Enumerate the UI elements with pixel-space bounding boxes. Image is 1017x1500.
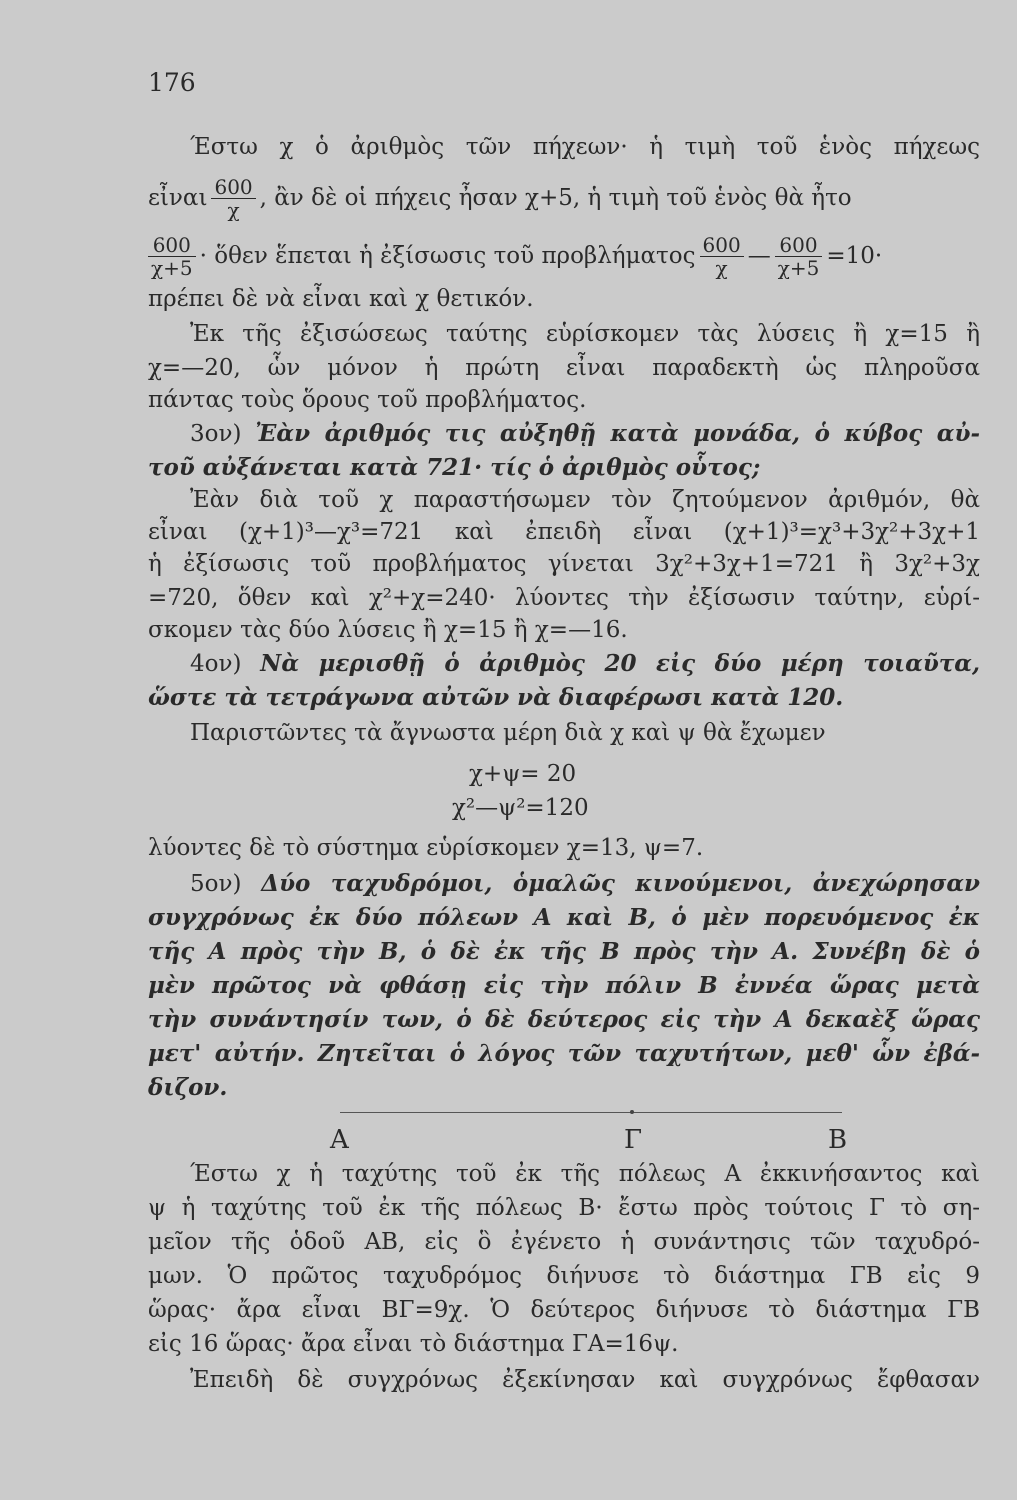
fraction-numerator: 600 [775,234,823,257]
point-label-a: Α [330,1125,349,1155]
text-line: χ=—20, ὧν μόνον ἡ πρώτη εἶναι παραδεκτὴ ὡς πληροῦσα [148,355,980,381]
text-line: εἰς 16 ὥρας· ἄρα εἶναι τὸ διάστημα ΓΑ=16ψ. [148,1331,679,1357]
equation: χ+ψ= 20 [469,761,577,787]
text-line: λύοντες δὲ τὸ σύστημα εὑρίσκομεν χ=13, ψ=7. [148,835,704,861]
problem-number: 3ον) [190,421,242,447]
point-label-b: Β [828,1125,848,1155]
fraction-denominator: χ+5 [777,255,820,280]
text-line-with-fraction [148,170,980,226]
text-fragment: =10· [826,243,883,269]
problem-statement: ὥστε τὰ τετράγωνα αὐτῶν νὰ διαφέρωσι κατὰ 120. [148,684,844,711]
text-line: εἶναι (χ+1)³—χ³=721 καὶ ἐπειδὴ εἶναι (χ+1)³=χ³+3χ²+3χ+1 [148,519,980,545]
text-line: μων. Ὁ πρῶτος ταχυδρόμος διήνυσε τὸ διάστημα ΓΒ εἰς 9 [148,1263,980,1289]
fraction [148,234,196,279]
problem-statement: τὴν συνάντησίν των, ὁ δὲ δεύτερος εἰς τὴν Α δεκαὲξ ὥρας [148,1006,980,1033]
problem-statement: μετ' αὐτήν. Ζητεῖται ὁ λόγος τῶν ταχυτήτων, μεθ' ὧν ἐβά- [148,1040,980,1067]
problem-heading [190,420,980,448]
problem-number: 4ον) [190,651,242,677]
text-line: Ἐκ τῆς ἐξισώσεως ταύτης εὑρίσκομεν τὰς λύσεις ἢ χ=15 ἢ [190,321,980,347]
problem-statement: Νὰ μερισθῇ ὁ ἀριθμὸς 20 εἰς δύο μέρη τοιαῦτα, [260,650,981,677]
equation: χ²—ψ²=120 [452,795,589,821]
problem-heading [190,870,980,898]
point-label-g: Γ [624,1125,643,1155]
text-line: Ἐὰν διὰ τοῦ χ παραστήσωμεν τὸν ζητούμενον ἀριθμόν, θὰ [190,487,980,513]
problem-number: 5ον) [190,871,242,897]
fraction-numerator: 600 [700,234,744,257]
point-g [630,1110,634,1114]
problem-statement: διζον. [148,1074,228,1101]
text-line: ἡ ἐξίσωσις τοῦ προβλήματος γίνεται 3χ²+3χ+1=721 ἢ 3χ²+3χ [148,551,980,577]
problem-statement: μὲν πρῶτος νὰ φθάσῃ εἰς τὴν πόλιν Β ἐννέα ὥρας μετὰ [148,972,980,999]
text-fragment: , ἂν δὲ οἱ πήχεις ἦσαν χ+5, ἡ τιμὴ τοῦ ἑνὸς θὰ ἦτο [259,185,852,211]
segment-line [340,1112,842,1113]
text-line: ὥρας· ἄρα εἶναι ΒΓ=9χ. Ὁ δεύτερος διήνυσε τὸ διάστημα ΓΒ [148,1297,980,1323]
problem-statement: Δύο ταχυδρόμοι, ὁμαλῶς κινούμενοι, ἀνεχώρησαν [261,870,981,897]
text-fragment: εἶναι [148,185,208,211]
fraction [775,234,823,279]
text-line: μεῖον τῆς ὁδοῦ ΑΒ, εἰς ὃ ἐγένετο ἡ συνάντησις τῶν ταχυδρό- [148,1229,980,1255]
fraction [700,234,744,279]
fraction [211,176,255,221]
fraction-numerator: 600 [211,176,255,199]
page-number: 176 [148,68,196,97]
equation-line [148,228,980,284]
problem-statement: τοῦ αὐξάνεται κατὰ 721· τίς ὁ ἀριθμὸς οὗτος; [148,454,761,481]
fraction-numerator: 600 [148,234,196,257]
problem-heading [190,650,980,678]
text-line: =720, ὅθεν καὶ χ²+χ=240· λύοντες τὴν ἐξίσωσιν ταύτην, εὑρί- [148,585,980,611]
minus-sign: — [747,243,771,269]
text-line: Έστω χ ὁ ἀριθμὸς τῶν πήχεων· ἡ τιμὴ τοῦ ἑνὸς πήχεως [190,134,980,160]
problem-statement: τῆς Α πρὸς τὴν Β, ὁ δὲ ἐκ τῆς Β πρὸς τὴν Α. Συνέβη δὲ ὁ [148,938,980,965]
problem-statement: συγχρόνως ἐκ δύο πόλεων Α καὶ Β, ὁ μὲν πορευόμενος ἐκ [148,904,980,931]
fraction-denominator: χ+5 [151,255,193,280]
text-line: Ἐπειδὴ δὲ συγχρόνως ἐξεκίνησαν καὶ συγχρόνως ἔφθασαν [190,1367,980,1393]
text-line: πρέπει δὲ νὰ εἶναι καὶ χ θετικόν. [148,286,534,312]
problem-statement: Ἐὰν ἀριθμός τις αὐξηθῇ κατὰ μονάδα, ὁ κύβος αὐ- [255,420,980,447]
text-fragment: · ὅθεν ἕπεται ἡ ἐξίσωσις τοῦ προβλήματος [199,243,696,269]
fraction-denominator: χ [227,197,240,222]
text-line: ψ ἡ ταχύτης τοῦ ἐκ τῆς πόλεως Β· ἔστω πρὸς τούτοις Γ τὸ ση- [148,1195,980,1221]
text-line: Παριστῶντες τὰ ἄγνωστα μέρη διὰ χ καὶ ψ θὰ ἔχωμεν [190,720,826,746]
text-line: πάντας τοὺς ὅρους τοῦ προβλήματος. [148,387,587,413]
fraction-denominator: χ [715,255,728,280]
text-line: σκομεν τὰς δύο λύσεις ἢ χ=15 ἢ χ=—16. [148,617,628,643]
text-line: Έστω χ ἡ ταχύτης τοῦ ἐκ τῆς πόλεως Α ἐκκινήσαντος καὶ [190,1161,980,1187]
